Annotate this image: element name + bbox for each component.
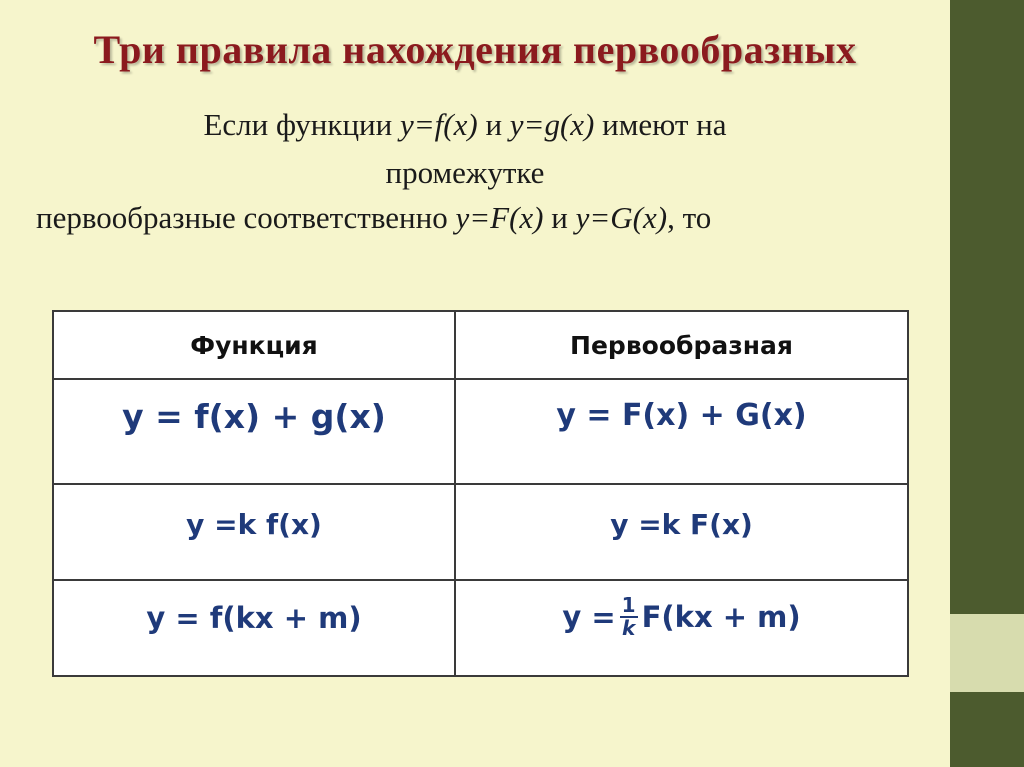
table-row <box>53 379 908 484</box>
function-cell <box>53 484 455 580</box>
formula-suffix: F(kx + m) <box>641 600 801 634</box>
antiderivative-formula: y = F(x) + G(x) <box>556 398 807 433</box>
intro-text: имеют на <box>594 107 727 142</box>
intro-formula-f: y=f(x) <box>399 107 478 142</box>
table-row <box>53 484 908 580</box>
intro-text: , то <box>667 200 712 235</box>
fraction-denominator: k <box>621 616 636 640</box>
function-cell <box>53 580 455 676</box>
intro-text: и <box>543 200 576 235</box>
function-formula: y =k f(x) <box>186 508 322 541</box>
header-function: Функция <box>53 311 455 379</box>
header-antiderivative: Первообразная <box>455 311 908 379</box>
function-cell <box>53 379 455 484</box>
antiderivative-formula <box>562 581 800 639</box>
intro-formula-g: y=g(x) <box>509 107 595 142</box>
function-formula: y = f(x) + g(x) <box>122 397 386 436</box>
antiderivative-cell <box>455 484 908 580</box>
fraction <box>620 595 638 639</box>
intro-formula-G: y=G(x) <box>575 200 668 235</box>
antiderivative-cell <box>455 379 908 484</box>
intro-line-3 <box>0 202 950 233</box>
intro-line-1 <box>0 109 940 140</box>
side-bar-accent <box>950 614 1024 692</box>
slide-title: Три правила нахождения первообразных <box>93 27 857 72</box>
antiderivative-formula: y =k F(x) <box>610 508 753 541</box>
table-row <box>53 580 908 676</box>
formula-prefix: y = <box>562 600 616 634</box>
function-formula: y = f(kx + m) <box>146 601 362 635</box>
fraction-numerator: 1 <box>621 593 636 617</box>
table-header-row <box>53 311 908 379</box>
antiderivative-cell <box>455 580 908 676</box>
intro-text: Если функции <box>203 107 400 142</box>
rules-table <box>52 310 909 677</box>
intro-formula-F: y=F(x) <box>455 200 544 235</box>
intro-text: первообразные соответственно <box>36 200 456 235</box>
intro-text: и <box>477 107 510 142</box>
intro-line-2: промежутке <box>385 155 545 190</box>
